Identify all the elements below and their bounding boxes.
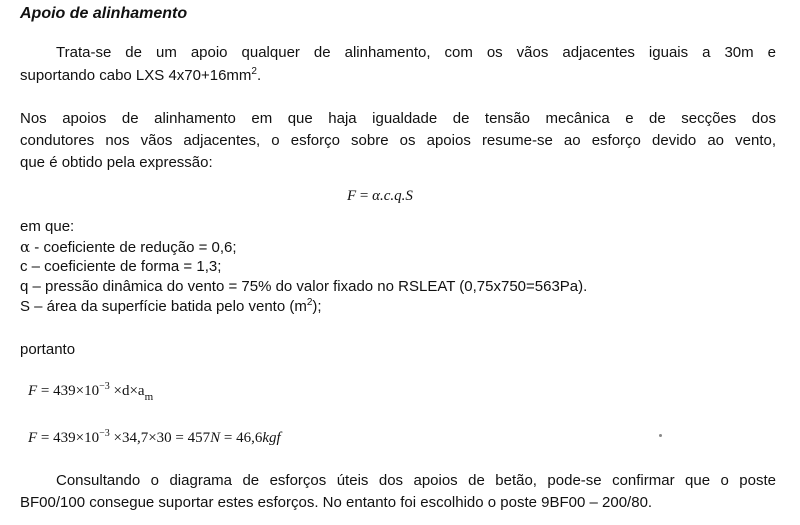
- definition-s-exponent: 2: [306, 297, 313, 308]
- definition-s: [20, 296, 322, 318]
- formula-general-part2: ×d×a: [109, 383, 145, 399]
- paragraph-1-line-1: Trata-se de um apoio qualquer de alinhamento, com os vãos adjacentes iguais a 30m e: [56, 44, 776, 61]
- definition-c: c – coeficiente de forma = 1,3;: [20, 258, 222, 275]
- paragraph-2-line-1: Nos apoios de alinhamento em que haja igualdade de tensão mecânica e de secções dos: [20, 110, 776, 127]
- cable-spec-end: .: [256, 67, 262, 84]
- formula-main: [347, 188, 413, 205]
- formula-main-rhs: α.c.q.S: [372, 188, 413, 204]
- conclusion-line-1: Consultando o diagrama de esforços úteis dos apoios de betão, pode-se confirmar que o poste: [56, 472, 776, 489]
- cable-spec-exponent: 2: [251, 66, 257, 77]
- section-title: Apoio de alinhamento: [20, 5, 188, 22]
- formula-numeric-newton: N: [210, 430, 221, 446]
- formula-main-lhs: F: [347, 188, 357, 204]
- paragraph-1-line-2: [20, 65, 261, 87]
- paragraph-2-line-2: condutores nos vãos adjacentes, o esforço sobre os apoios resume-se ao esforço devido ao vento,: [20, 132, 776, 149]
- paragraph-2-line-3: que é obtido pela expressão:: [20, 154, 213, 171]
- conclusion-line-2: BF00/100 consegue suportar estes esforços. No entanto foi escolhido o poste 9BF00 – 200/80.: [20, 494, 653, 511]
- definitions-intro: em que:: [20, 218, 75, 235]
- formula-numeric: [28, 430, 281, 447]
- formula-numeric-part2: ×34,7×30 = 457: [109, 430, 211, 446]
- formula-general-lhs: F: [28, 383, 38, 399]
- portanto-label: portanto: [20, 341, 76, 358]
- scan-speck: [659, 434, 662, 437]
- definition-s-end: );: [312, 298, 322, 315]
- definition-alpha-text: - coeficiente de redução = 0,6;: [30, 239, 237, 256]
- formula-numeric-lhs: F: [28, 430, 38, 446]
- formula-numeric-part3: = 46,6: [220, 430, 263, 446]
- definition-q: q – pressão dinâmica do vento = 75% do valor fixado no RSLEAT (0,75x750=563Pa).: [20, 278, 588, 295]
- formula-general-subscript: m: [144, 391, 154, 403]
- formula-main-eq: =: [356, 188, 373, 204]
- definition-s-text: S – área da superfície batida pelo vento (m: [20, 298, 307, 315]
- alpha-symbol: α: [20, 238, 31, 256]
- formula-numeric-exponent: −3: [99, 428, 110, 439]
- formula-numeric-unit: kgf: [262, 430, 281, 446]
- cable-spec-text: suportando cabo LXS 4x70+16mm: [20, 67, 252, 84]
- formula-numeric-part1: = 439×10: [37, 430, 100, 446]
- formula-general: [28, 381, 154, 403]
- formula-general-exponent: −3: [99, 381, 110, 392]
- formula-general-part1: = 439×10: [37, 383, 100, 399]
